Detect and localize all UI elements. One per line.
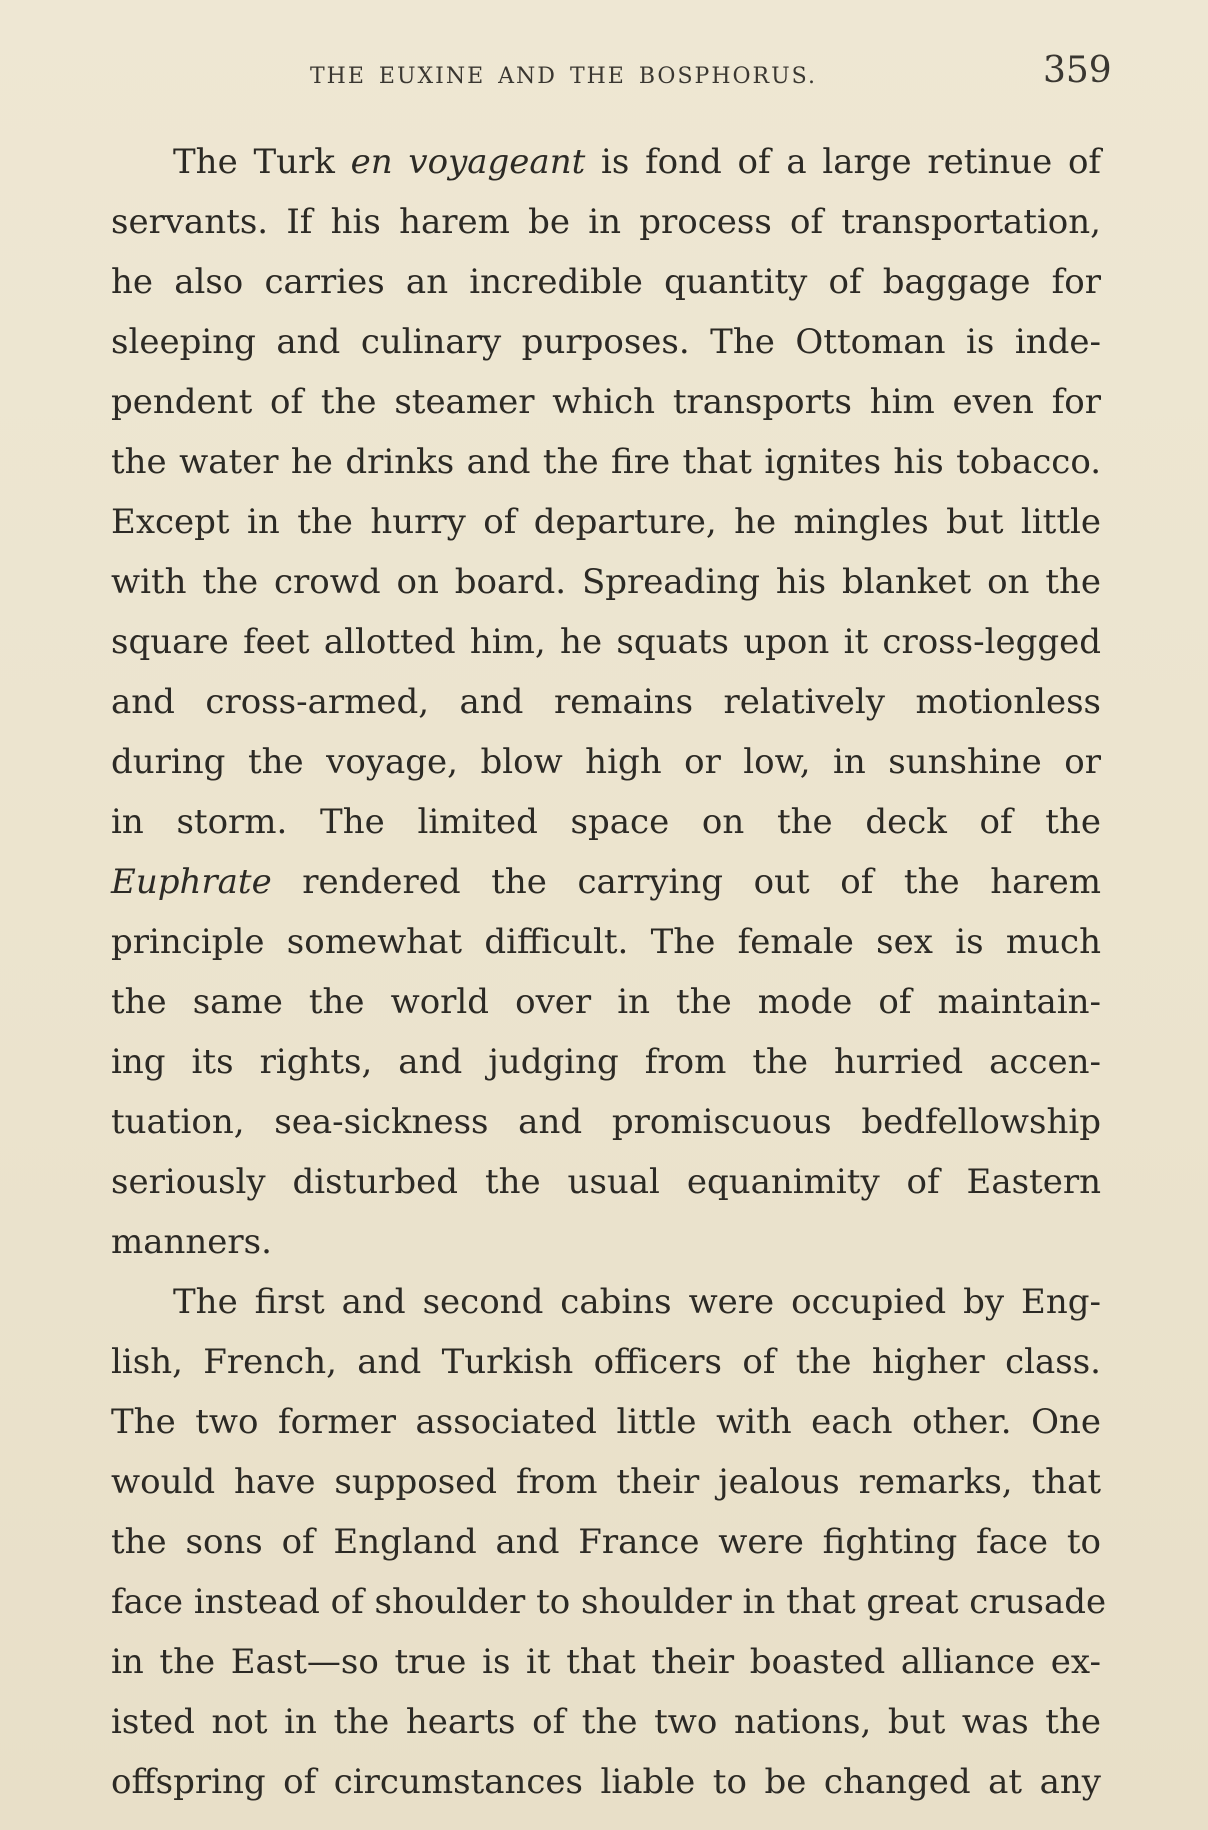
- text-span: with the crowd on board. Spreading his blanket on the: [111, 562, 1101, 602]
- text-span: servants. If his harem be in process of transportation,: [111, 202, 1101, 242]
- page-number: 359: [1043, 50, 1112, 91]
- text-line: [111, 312, 1101, 372]
- text-span: manners.: [111, 1222, 272, 1262]
- text-span: tuation, sea-sickness and promiscuous bedfellowship: [111, 1102, 1101, 1142]
- text-line: [111, 852, 1101, 912]
- text-line: [111, 1212, 1101, 1272]
- text-line: [111, 792, 1101, 852]
- text-span: The first and second cabins were occupied by Eng-: [173, 1282, 1101, 1322]
- italic-text: en voyageant: [350, 142, 586, 182]
- text-span: the water he drinks and the fire that ignites his tobacco.: [111, 442, 1101, 482]
- paragraph: [111, 1272, 1107, 1812]
- text-span: and cross-armed, and remains relatively motionless: [111, 682, 1101, 722]
- text-span: principle somewhat difficult. The female sex is much: [111, 922, 1101, 962]
- text-line: [111, 132, 1101, 192]
- text-line: [111, 1752, 1101, 1812]
- text-line: [111, 252, 1101, 312]
- text-line: [111, 732, 1101, 792]
- text-line: [111, 1272, 1101, 1332]
- text-span: is fond of a large retinue of: [585, 142, 1101, 182]
- text-span: isted not in the hearts of the two nations, but was the: [111, 1702, 1101, 1742]
- text-line: [111, 912, 1101, 972]
- text-line: [111, 1032, 1101, 1092]
- text-span: lish, French, and Turkish officers of the higher class.: [111, 1342, 1101, 1382]
- text-line: [111, 1092, 1101, 1152]
- text-line: [111, 1332, 1101, 1392]
- text-span: The Turk: [173, 142, 351, 182]
- text-line: [111, 1512, 1101, 1572]
- body-text: [111, 132, 1107, 1812]
- text-span: square feet allotted him, he squats upon it cross-legged: [111, 622, 1101, 662]
- text-line: [111, 1632, 1101, 1692]
- text-line: [111, 1452, 1101, 1512]
- text-line: [111, 972, 1101, 1032]
- running-head: THE EUXINE AND THE BOSPHORUS.: [310, 64, 817, 89]
- text-span: sleeping and culinary purposes. The Ottoman is inde-: [111, 322, 1101, 362]
- text-span: face instead of shoulder to shoulder in that great crusade: [111, 1582, 1107, 1622]
- text-line: [111, 432, 1101, 492]
- text-line: [111, 1152, 1101, 1212]
- text-line: [111, 1692, 1101, 1752]
- text-span: in storm. The limited space on the deck of the: [111, 802, 1101, 842]
- text-span: The two former associated little with each other. One: [111, 1402, 1101, 1442]
- text-line: [111, 672, 1101, 732]
- text-span: would have supposed from their jealous remarks, that: [111, 1462, 1101, 1502]
- text-line: [111, 552, 1101, 612]
- text-span: he also carries an incredible quantity of baggage for: [111, 262, 1101, 302]
- text-span: offspring of circumstances liable to be changed at any: [111, 1762, 1101, 1802]
- text-line: [111, 612, 1101, 672]
- text-line: [111, 492, 1101, 552]
- text-line: [111, 1392, 1101, 1452]
- text-line: [111, 1572, 1107, 1632]
- text-span: rendered the carrying out of the harem: [271, 862, 1101, 902]
- text-span: pendent of the steamer which transports him even for: [111, 382, 1101, 422]
- text-span: the sons of England and France were fighting face to: [111, 1522, 1101, 1562]
- text-span: Except in the hurry of departure, he mingles but little: [111, 502, 1101, 542]
- paragraph: [111, 132, 1101, 1272]
- text-span: during the voyage, blow high or low, in sunshine or: [111, 742, 1101, 782]
- text-span: ing its rights, and judging from the hurried accen-: [111, 1042, 1101, 1082]
- text-line: [111, 372, 1101, 432]
- text-span: seriously disturbed the usual equanimity of Eastern: [111, 1162, 1101, 1202]
- text-span: the same the world over in the mode of maintain-: [111, 982, 1101, 1022]
- text-span: in the East—so true is it that their boasted alliance ex-: [111, 1642, 1101, 1682]
- text-line: [111, 192, 1101, 252]
- italic-text: Euphrate: [111, 862, 272, 902]
